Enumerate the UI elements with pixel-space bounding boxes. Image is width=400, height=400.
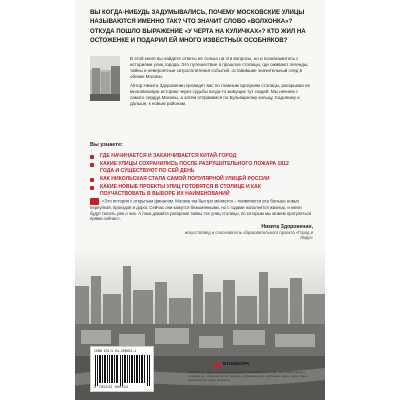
street-photo (90, 56, 120, 101)
author-signature (173, 224, 313, 240)
publisher-name: БОМБОРА (223, 361, 250, 367)
barcode (90, 346, 154, 392)
bullet-square-icon (90, 163, 94, 167)
book-back-cover (75, 0, 325, 400)
bullet-square-icon (90, 178, 94, 182)
intro-text (130, 56, 312, 110)
learn-item: ГДЕ НАЧИНАЕТСЯ И ЗАКАНЧИВАЕТСЯ КИТАЙ-ГОРОД (90, 153, 300, 160)
author-name: Никита Здоровенин, (261, 224, 313, 230)
learn-item: КАКИЕ НОВЫЕ ПРОЕКТЫ УЛИЦ ГОТОВЯТСЯ В СТОЛИЦЕ И КАК ПОУЧАСТВОВАТЬ В ВЫБОРЕ ИХ НАИМЕНОВАНИЙ (90, 184, 300, 198)
barcode-digits: 9 785042 080531 (94, 385, 129, 390)
bombora-wave-icon (215, 360, 221, 368)
publisher-logo (215, 360, 250, 368)
publisher-note: БОМБОРА – лидер на рынке полезных и вдохновляющих книг. Мы любим книги и создаем их, чтобы вы могли творить, открывать мир, пробовать новое, расти. Быть счастливыми. Быть на волне. (188, 370, 309, 382)
learn-item: КАКИЕ УЛИЦЫ СОХРАНИЛИСЬ ПОСЛЕ РАЗРУШИТЕЛЬНОГО ПОЖАРА 1812 ГОДА И СУЩЕСТВУЮТ ПО СЕЙ ДЕНЬ (90, 161, 300, 175)
cover-headline: ВЫ КОГДА-НИБУДЬ ЗАДУМЫВАЛИСЬ, ПОЧЕМУ МОСКОВСКИЕ УЛИЦЫ НАЗЫВАЮТСЯ ИМЕННО ТАК? ЧТО ЗНАЧИТ СЛОВО «ВОЛХОНКА»? ОТКУДА ПОШЛО ВЫРАЖЕНИЕ «У ЧЕРТА НА КУЛИЧКАХ»? КТО ЖИЛ НА ОСТОЖЕНКЕ И ПОДАРИЛ ЕЙ МНОГО ИЗВЕСТНЫХ ОСОБНЯКОВ? (90, 9, 306, 44)
learn-title: Вы узнаете: (90, 142, 123, 148)
learn-item: КАК НИКОЛЬСКАЯ СТАЛА САМОЙ ПОПУЛЯРНОЙ УЛИЦЕЙ РОССИИ (90, 176, 300, 183)
isbn-text: ISBN 978-5-04-208053-1 (94, 349, 137, 353)
intro-paragraph-2: Автор Никита Здоровенин проведет вас по главным артериям столицы, раскрывая ее многовековую историю через судьбы когда-то живущих тут людей. Мы начнем с самого сердца Москвы, а затем отправимся по Бульварному кольцу, Садовому и дальше, к новым районам. (130, 83, 310, 106)
author-quote: «Это история с открытым финалом. Москва так быстро меняется – появляются все больше новых переулков, проездов и дорог. Сейчас они кажутся безымянными, но с годами наполнятся жизнью, и книги будут писать уже о них. А пока давайте раскроем тайны тех улиц столицы, по которым мы можем прогуляться прямо сейчас». (90, 198, 312, 222)
bullet-square-icon (90, 186, 94, 190)
intro-paragraph-1: В этой книге вы найдете ответы не только на эти вопросы, но и познакомитесь с историями улиц города. Это путешествие в прошлое столицы, где оживают легенды, тайны и невероятные хитросплетения событий, оставившие значительный след в облике Москвы. (130, 56, 309, 79)
author-role: искусствовед и сооснователь образовательного проекта «Город и Люди» (184, 230, 313, 240)
learn-list (90, 153, 300, 200)
bullet-square-icon (90, 155, 94, 159)
barcode-bars (94, 355, 150, 386)
quote-mark-icon (90, 198, 99, 205)
